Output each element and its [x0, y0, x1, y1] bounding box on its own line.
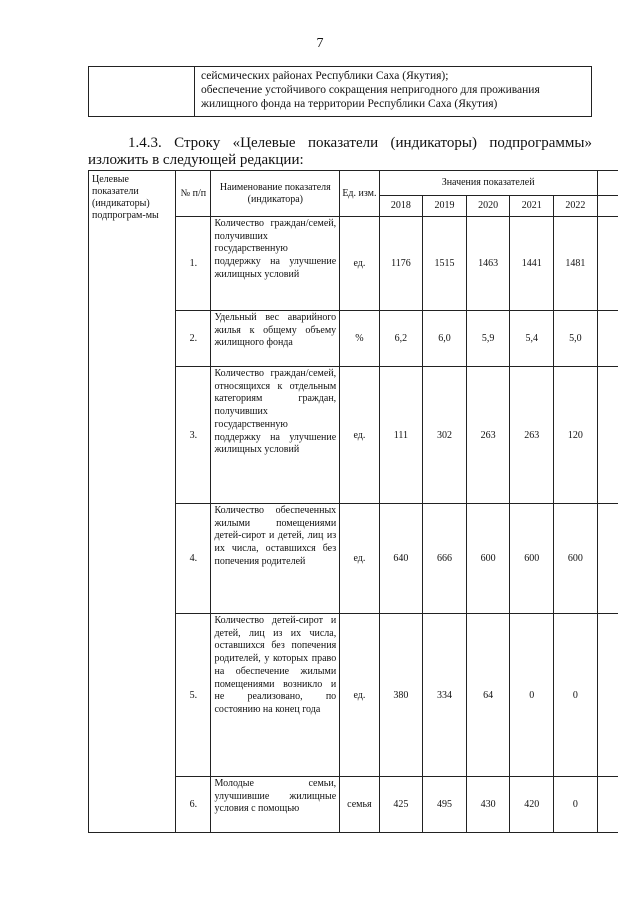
row-value: 6,0: [423, 311, 467, 367]
row-value: 1441: [510, 217, 554, 311]
amendment-paragraph: [88, 135, 592, 169]
trailing-cell: [597, 777, 618, 833]
row-value: 380: [379, 614, 423, 777]
header-year: 2020: [466, 196, 510, 217]
row-value: 600: [554, 504, 598, 614]
trailing-cell: [597, 504, 618, 614]
row-unit: ед.: [340, 217, 379, 311]
row-value: 263: [510, 367, 554, 504]
continuation-table: [88, 66, 592, 117]
row-unit: семья: [340, 777, 379, 833]
trailing-cell: [597, 196, 618, 217]
row-value: 0: [554, 614, 598, 777]
header-values: Значения показателей: [379, 171, 597, 196]
row-value: 1481: [554, 217, 598, 311]
row-value: 334: [423, 614, 467, 777]
row-value: 430: [466, 777, 510, 833]
continuation-line: сейсмических районах Республики Саха (Якутия);: [201, 70, 449, 82]
row-value: 120: [554, 367, 598, 504]
indicators-table: [88, 170, 618, 833]
row-num: 2.: [176, 311, 211, 367]
trailing-cell: [597, 614, 618, 777]
row-unit: %: [340, 311, 379, 367]
row-unit: ед.: [340, 614, 379, 777]
header-name: Наименование показателя (индикатора): [211, 171, 340, 217]
row-value: 425: [379, 777, 423, 833]
header-year: 2022: [554, 196, 598, 217]
header-year: 2019: [423, 196, 467, 217]
header-year: 2018: [379, 196, 423, 217]
trailing-cell: [597, 367, 618, 504]
row-value: 1176: [379, 217, 423, 311]
trailing-cell: [597, 171, 618, 196]
row-value: 1463: [466, 217, 510, 311]
row-value: 640: [379, 504, 423, 614]
row-value: 666: [423, 504, 467, 614]
row-value: 302: [423, 367, 467, 504]
row-value: 64: [466, 614, 510, 777]
row-unit: ед.: [340, 367, 379, 504]
row-value: 600: [510, 504, 554, 614]
row-value: 1515: [423, 217, 467, 311]
row-num: 6.: [176, 777, 211, 833]
row-value: 600: [466, 504, 510, 614]
row-name: Количество детей-сирот и детей, лиц из их числа, оставшихся без попечения родителей, у которых право на обеспечение жилыми помещениями возникло и не реализовано, по состоянию на конец года: [211, 614, 340, 777]
continuation-line: обеспечение устойчивого сокращения непригодного для проживания: [201, 84, 540, 96]
row-value: 6,2: [379, 311, 423, 367]
continuation-line: жилищного фонда на территории Республики Саха (Якутия): [201, 98, 498, 110]
row-name: Удельный вес аварийного жилья к общему объему жилищного фонда: [211, 311, 340, 367]
row-unit: ед.: [340, 504, 379, 614]
amendment-line-2: изложить в следующей редакции:: [88, 152, 304, 168]
row-value: 0: [510, 614, 554, 777]
page-number: 7: [316, 36, 324, 51]
row-value: 5,0: [554, 311, 598, 367]
trailing-cell: [597, 217, 618, 311]
continuation-empty-cell: [89, 67, 195, 117]
row-value: 5,4: [510, 311, 554, 367]
row-num: 3.: [176, 367, 211, 504]
row-value: 420: [510, 777, 554, 833]
row-name: Количество граждан/семей, получивших государственную поддержку на улучшение жилищных условий: [211, 217, 340, 311]
side-label-cell: Целевые показатели (индикаторы) подпрограм-мы: [89, 171, 176, 833]
row-value: 0: [554, 777, 598, 833]
row-name: Молодые семьи, улучшившие жилищные условия с помощью: [211, 777, 340, 833]
header-num: № п/п: [176, 171, 211, 217]
amendment-line-1: 1.4.3. Строку «Целевые показатели (индикаторы) подпрограммы»: [128, 135, 592, 151]
row-num: 1.: [176, 217, 211, 311]
row-value: 495: [423, 777, 467, 833]
row-value: 5,9: [466, 311, 510, 367]
header-year: 2021: [510, 196, 554, 217]
header-unit: Ед. изм.: [340, 171, 379, 217]
row-value: 111: [379, 367, 423, 504]
row-num: 5.: [176, 614, 211, 777]
trailing-cell: [597, 311, 618, 367]
row-name: Количество обеспеченных жилыми помещениями детей-сирот и детей, лиц из их числа, оставшихся без попечения родителей: [211, 504, 340, 614]
row-num: 4.: [176, 504, 211, 614]
continuation-text-cell: [195, 67, 592, 117]
row-name: Количество граждан/семей, относящихся к отдельным категориям граждан, получивших государственную поддержку на улучшение жилищных условий: [211, 367, 340, 504]
row-value: 263: [466, 367, 510, 504]
